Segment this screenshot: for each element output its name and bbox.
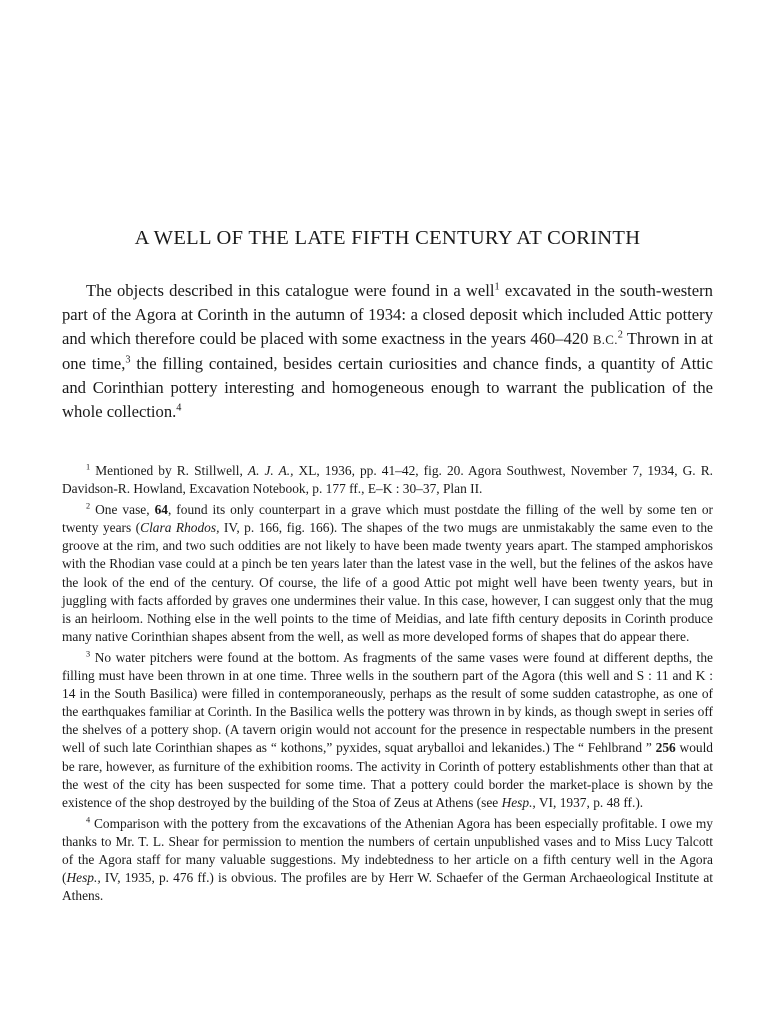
footnote-4-journal: Hesp., — [66, 870, 101, 886]
footnote-ref-4[interactable]: 4 — [176, 402, 182, 414]
footnote-4 — [62, 815, 713, 905]
footnote-ref-1[interactable]: 1 — [494, 281, 500, 293]
footnote-2-text-a: One vase, — [90, 502, 155, 518]
footnote-3-text-c: VI, 1937, p. 48 ff.). — [535, 794, 644, 810]
footnote-3 — [62, 649, 713, 812]
footnote-ref-2[interactable]: 2 — [617, 329, 623, 341]
footnote-1-journal: A. J. A., — [247, 463, 294, 478]
article-title: A WELL OF THE LATE FIFTH CENTURY AT CORINTH — [134, 227, 641, 249]
footnote-2-text-c: IV, p. 166, fig. 166). The shapes of the two mugs are unmistakably the same even to the groove at the rim, and two such oddities are not likely to have been made twenty years apart. The stamped amphoriskos with the Rhodian vase could at a pinch be ten years later than the latest vase in the well, but the felines of the askos have the look of the end of the century. Of course, the life of a good Attic pot might well have been twenty years, but in juggling with facts afforded by graves one undermines their value. In this case, however, I can suggest only that the mug is an heirloom. Nothing else in the well points to the time of Meidias, and late fifth century deposits in Corinth produce many native Corinthian shapes absent from the well, as well as more developed forms of shapes that do appear there. — [62, 520, 714, 644]
footnote-3-journal: Hesp., — [501, 794, 536, 810]
footnote-1 — [62, 462, 713, 498]
intro-text-3: Thrown in at one time, — [62, 329, 713, 373]
footnote-1-number: 1 — [86, 462, 91, 472]
footnote-4-text-a: Comparison with the pottery from the excavations of the Athenian Agora has been especially profitable. I owe my thanks to Mr. T. L. Shear for permission to mention the numbers of certain unpublished vases and to Miss Lucy Talcott of the Agora staff for many valuable suggestions. My indebtedness to her article on a fifth century well in the Agora ( — [62, 815, 713, 886]
intro-bc: B.C. — [592, 332, 618, 347]
footnote-2-text-b: , found its only counterpart in a grave which must postdate the filling of the well by some ten or twenty years ( — [62, 502, 713, 536]
footnote-2 — [62, 501, 713, 646]
footnote-1-text-b: XL, 1936, pp. 41–42, fig. 20. Agora Southwest, November 7, 1934, G. R. Davidson-R. Howland, Excavation Notebook, p. 177 ff., E–K : 30–37, Plan II. — [62, 463, 713, 497]
footnote-2-catalogue-number: 64 — [154, 502, 168, 518]
footnote-4-number: 4 — [86, 815, 91, 825]
footnote-3-catalogue-number: 256 — [655, 740, 676, 756]
footnote-3-text-a: No water pitchers were found at the bottom. As fragments of the same vases were found at different depths, the filling must have been thrown in at one time. Three wells in the southern part of the Agora (this well and S : 11 and K : 14 in the South Basilica) were filled in contemporaneously, perhaps as the result of some sudden catastrophe, as one of the earthquakes familiar at Corinth. In the Basilica wells the pottery was thrown in by kinds, as though swept in series off the shelves of a pottery shop. (A tavern origin would not account for the presence in respectable numbers in the present well of such late Corinthian shapes as “ kothons,” pyxides, squat aryballoi and lekanides.) The “ Fehlbrand ” — [62, 649, 713, 756]
footnote-3-text-b: would be rare, however, as furniture of the exhibition rooms. The activity in Corinth of pottery establishments other than that at the west of the city has been suspected for some time. That a pottery could border the market-place is shown by the existence of the shop destroyed by the building of the Stoa of Zeus at Athens (see — [62, 740, 713, 810]
footnote-1-text-a: Mentioned by R. Stillwell, — [90, 463, 248, 478]
intro-text-1: The objects described in this catalogue were found in a well — [86, 281, 495, 300]
footnote-3-number: 3 — [86, 649, 91, 659]
intro-paragraph — [62, 279, 713, 424]
footnote-ref-3[interactable]: 3 — [125, 354, 131, 366]
intro-text-4: the filling contained, besides certain curiosities and chance finds, a quantity of Attic and Corinthian pottery interesting and homogeneous enough to warrant the publication of the whole collection. — [62, 354, 714, 421]
intro-text-2: excavated in the south-western part of the Agora at Corinth in the autumn of 1934: a closed deposit which included Attic pottery and which therefore could be placed with some exactness in the years 460–420 — [62, 281, 713, 348]
footnote-2-journal: Clara Rhodos, — [140, 520, 220, 536]
footnote-2-number: 2 — [86, 501, 91, 511]
footnote-4-text-b: IV, 1935, p. 476 ff.) is obvious. The profiles are by Herr W. Schaefer of the German Archaeological Institute at Athens. — [62, 870, 713, 904]
footnotes — [62, 462, 713, 908]
